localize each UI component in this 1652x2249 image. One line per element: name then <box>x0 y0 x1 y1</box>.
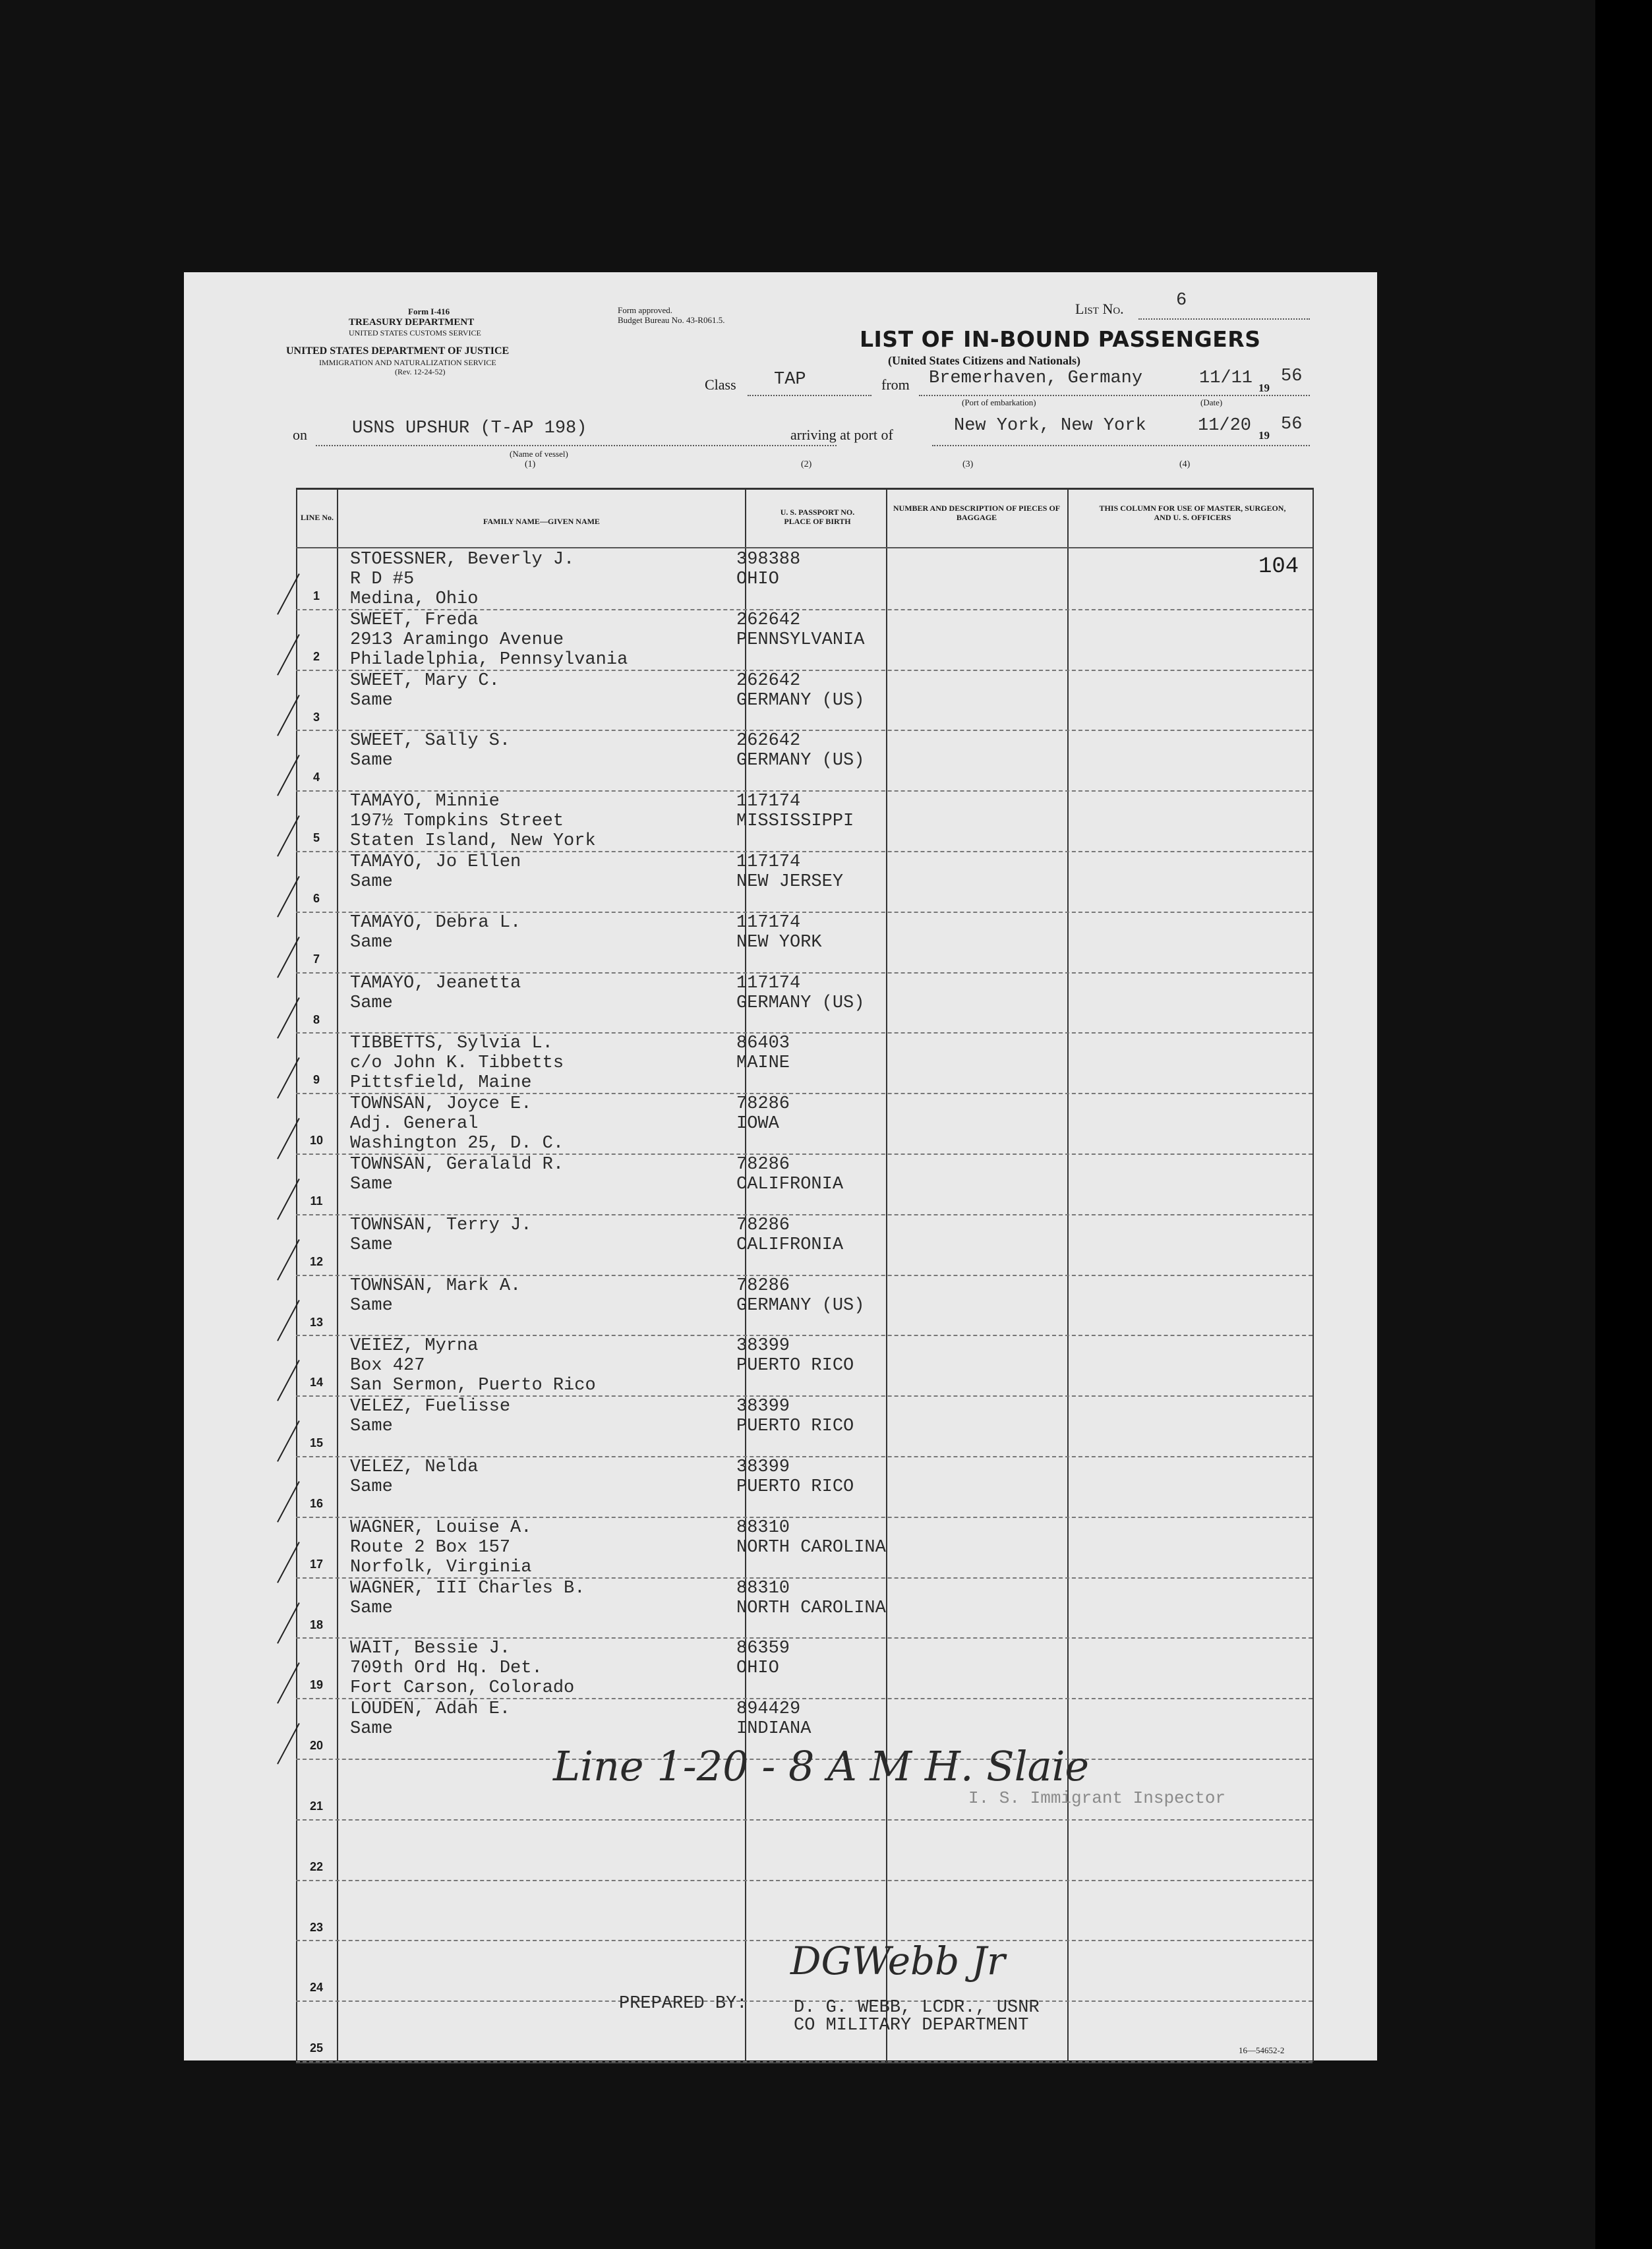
passport-number: 894429 <box>736 1699 801 1720</box>
handwritten-certification: Line 1-20 - 8 A M H. Slaie <box>553 1742 1090 1790</box>
passenger-name: TAMAYO, Debra L. <box>350 912 521 933</box>
table-row <box>296 1335 1313 1395</box>
passenger-address: Same <box>350 1295 393 1316</box>
place-of-birth: OHIO <box>736 570 779 589</box>
line-number: 5 <box>312 831 320 845</box>
passenger-address: Staten Island, New York <box>350 831 596 852</box>
passenger-address: Same <box>350 1719 393 1739</box>
passenger-address: Same <box>350 872 393 892</box>
signature: DGWebb Jr <box>790 1939 1005 1983</box>
line-number: 15 <box>309 1436 324 1450</box>
place-of-birth: CALIFRONIA <box>736 1175 844 1194</box>
ins-service: IMMIGRATION AND NATURALIZATION SERVICE <box>319 358 496 367</box>
table-row <box>296 851 1313 912</box>
list-no-value: 6 <box>1176 291 1187 310</box>
passport-number: 88310 <box>736 1517 790 1538</box>
line-number: 20 <box>309 1739 324 1753</box>
form-number: Form I-416 <box>408 307 450 316</box>
passenger-address: Fort Carson, Colorado <box>350 1678 575 1699</box>
passenger-address: Adj. General <box>350 1114 479 1134</box>
arrival-year: 56 <box>1281 415 1303 434</box>
table-row <box>296 609 1313 670</box>
line-number: 2 <box>312 649 320 663</box>
passenger-address: Same <box>350 1175 393 1194</box>
line-number: 6 <box>312 892 320 905</box>
prepared-name: D. G. WEBB, LCDR., USNR <box>794 1998 1040 2018</box>
table-row <box>296 1093 1313 1154</box>
table-row <box>296 1880 1313 1941</box>
line-number: 8 <box>312 1012 320 1026</box>
passenger-address: Pittsfield, Maine <box>350 1073 532 1094</box>
place-of-birth: PUERTO RICO <box>736 1477 854 1497</box>
vessel-line <box>316 445 837 446</box>
justice-dept: UNITED STATES DEPARTMENT OF JUSTICE <box>286 345 510 357</box>
place-of-birth: OHIO <box>736 1658 779 1679</box>
port-embark-caption: (Port of embarkation) <box>962 397 1036 407</box>
passenger-address: Same <box>350 993 393 1013</box>
line-number: 17 <box>309 1557 324 1571</box>
header-officers: THIS COLUMN FOR USE OF MASTER, SURGEON, AND U. S. OFFICERS <box>1099 504 1286 522</box>
header-name: FAMILY NAME—GIVEN NAME <box>483 517 600 526</box>
line-number: 25 <box>309 2041 324 2055</box>
passenger-name: VELEZ, Fuelisse <box>350 1397 511 1417</box>
line-number: 11 <box>310 1194 323 1208</box>
line-number: 23 <box>309 1920 324 1934</box>
class-label: Class <box>705 376 736 393</box>
line-number: 24 <box>309 1981 324 1995</box>
manifest-page <box>184 272 1377 2060</box>
passenger-address: Same <box>350 1235 393 1255</box>
embarkation-date: 11/11 <box>1199 368 1253 388</box>
line-number: 10 <box>309 1134 324 1148</box>
passenger-name: SWEET, Mary C. <box>350 670 500 691</box>
list-no-label: List No. <box>1075 301 1124 317</box>
arrival-date: 11/20 <box>1198 416 1252 436</box>
passenger-address: Same <box>350 1477 393 1497</box>
place-of-birth: NEW YORK <box>736 932 822 952</box>
passport-number: 78286 <box>736 1215 790 1235</box>
place-of-birth: INDIANA <box>736 1719 811 1739</box>
passenger-name: SWEET, Sally S. <box>350 731 511 751</box>
list-no-line <box>1138 318 1310 320</box>
date-caption: (Date) <box>1200 397 1223 407</box>
passport-number: 262642 <box>736 670 801 691</box>
passport-number: 78286 <box>736 1094 790 1115</box>
col-num-1: (1) <box>525 459 536 469</box>
passenger-name: LOUDEN, Adah E. <box>350 1699 511 1720</box>
table-row <box>296 912 1313 972</box>
from-label: from <box>881 376 910 393</box>
passenger-address: Washington 25, D. C. <box>350 1134 564 1154</box>
passenger-name: VELEZ, Nelda <box>350 1457 479 1477</box>
passport-number: 117174 <box>736 973 801 993</box>
year-prefix-2: 19 <box>1258 429 1270 442</box>
arrival-port: New York, New York <box>954 416 1146 436</box>
passport-number: 86403 <box>736 1034 790 1054</box>
table-top-border <box>296 488 1313 490</box>
place-of-birth: GERMANY (US) <box>736 690 865 711</box>
treasury-dept: TREASURY DEPARTMENT <box>349 317 475 328</box>
place-of-birth: IOWA <box>736 1114 779 1134</box>
form-approved: Form approved. <box>618 305 673 315</box>
passenger-address: 197½ Tompkins Street <box>350 811 564 832</box>
table-row <box>296 1275 1313 1335</box>
passenger-address: Same <box>350 751 393 771</box>
place-of-birth: GERMANY (US) <box>736 993 865 1013</box>
arrival-line <box>932 445 1310 446</box>
passport-number: 88310 <box>736 1578 790 1598</box>
passenger-name: TAMAYO, Jeanetta <box>350 973 521 993</box>
line-number: 14 <box>309 1376 324 1389</box>
passenger-address: Box 427 <box>350 1356 425 1376</box>
line-number: 13 <box>309 1315 324 1329</box>
table-row <box>296 1517 1313 1577</box>
passenger-name: TAMAYO, Minnie <box>350 792 500 812</box>
col-num-2: (2) <box>801 459 812 469</box>
budget-bureau: Budget Bureau No. 43-R061.5. <box>618 315 725 325</box>
embarkation-year: 56 <box>1281 366 1303 386</box>
passport-number: 117174 <box>736 912 801 933</box>
passenger-address: Route 2 Box 157 <box>350 1537 511 1558</box>
passport-number: 117174 <box>736 852 801 872</box>
on-label: on <box>293 426 307 443</box>
passport-number: 262642 <box>736 610 801 630</box>
row-divider <box>296 2061 1313 2062</box>
place-of-birth: MISSISSIPPI <box>736 811 854 832</box>
customs-service: UNITED STATES CUSTOMS SERVICE <box>349 328 481 337</box>
inspector-stamp: I. S. Immigrant Inspector <box>968 1788 1226 1808</box>
table-row <box>296 1819 1313 1880</box>
place-of-birth: NORTH CAROLINA <box>736 1598 886 1618</box>
line-number: 21 <box>309 1799 324 1813</box>
place-of-birth: CALIFRONIA <box>736 1235 844 1255</box>
col-num-4: (4) <box>1179 459 1191 469</box>
arriving-label: arriving at port of <box>790 426 893 443</box>
page-title: LIST OF IN-BOUND PASSENGERS <box>860 326 1261 352</box>
passenger-address: c/o John K. Tibbetts <box>350 1053 564 1074</box>
passenger-address: R D #5 <box>350 570 415 589</box>
passenger-table <box>296 488 1313 2062</box>
place-of-birth: PENNSYLVANIA <box>736 629 865 650</box>
header-passport: U. S. PASSPORT NO. PLACE OF BIRTH <box>780 508 855 526</box>
place-of-birth: NORTH CAROLINA <box>736 1537 886 1558</box>
print-code: 16—54652-2 <box>1239 2045 1285 2055</box>
header-line-no: LINE No. <box>300 513 334 522</box>
passport-number: 38399 <box>736 1336 790 1357</box>
table-row <box>296 1456 1313 1517</box>
table-row <box>296 1395 1313 1456</box>
header-baggage: NUMBER AND DESCRIPTION OF PIECES OF BAGGAGE <box>893 504 1061 522</box>
class-value: TAP <box>774 370 806 390</box>
place-of-birth: GERMANY (US) <box>736 751 865 771</box>
line-number: 7 <box>312 952 320 966</box>
passenger-address: San Sermon, Puerto Rico <box>350 1376 596 1396</box>
class-line <box>748 395 871 396</box>
line-number: 1 <box>312 589 320 602</box>
passenger-address: Same <box>350 932 393 952</box>
passenger-address: Same <box>350 1417 393 1437</box>
line-number: 9 <box>312 1073 320 1087</box>
passenger-name: WAGNER, Louise A. <box>350 1517 532 1538</box>
table-row <box>296 1637 1313 1698</box>
from-line <box>919 395 1310 396</box>
prepared-title: CO MILITARY DEPARTMENT <box>794 2016 1029 2035</box>
revision-date: (Rev. 12-24-52) <box>395 367 446 376</box>
passenger-name: TIBBETTS, Sylvia L. <box>350 1034 553 1054</box>
year-prefix-1: 19 <box>1258 382 1270 394</box>
passenger-name: WAIT, Bessie J. <box>350 1639 511 1659</box>
col-num-3: (3) <box>962 459 974 469</box>
place-of-birth: PUERTO RICO <box>736 1356 854 1376</box>
line-number: 19 <box>309 1678 324 1692</box>
passport-number: 398388 <box>736 550 801 570</box>
film-edge <box>1595 0 1652 2249</box>
line-number: 22 <box>309 1859 324 1873</box>
table-row <box>296 1154 1313 1214</box>
table-row <box>296 790 1313 851</box>
passenger-address: Same <box>350 1598 393 1618</box>
line-number: 12 <box>309 1254 324 1268</box>
passport-number: 262642 <box>736 731 801 751</box>
place-of-birth: NEW JERSEY <box>736 872 844 892</box>
table-row <box>296 972 1313 1033</box>
table-row <box>296 1032 1313 1093</box>
line-number: 16 <box>309 1497 324 1510</box>
place-of-birth: PUERTO RICO <box>736 1417 854 1437</box>
place-of-birth: GERMANY (US) <box>736 1295 865 1316</box>
line-number: 4 <box>312 771 320 784</box>
passenger-name: STOESSNER, Beverly J. <box>350 550 575 570</box>
table-row <box>296 670 1313 730</box>
passport-number: 117174 <box>736 792 801 812</box>
passenger-address: Philadelphia, Pennsylvania <box>350 649 628 670</box>
passport-number: 86359 <box>736 1639 790 1659</box>
passenger-name: TAMAYO, Jo Ellen <box>350 852 521 872</box>
passport-number: 78286 <box>736 1155 790 1175</box>
table-row <box>296 548 1313 609</box>
passenger-name: TOWNSAN, Joyce E. <box>350 1094 532 1115</box>
passenger-address: 2913 Aramingo Avenue <box>350 629 564 650</box>
passport-number: 78286 <box>736 1275 790 1296</box>
prepared-label: PREPARED BY: <box>619 1994 748 2014</box>
vessel-name: USNS UPSHUR (T-AP 198) <box>352 419 587 438</box>
table-row <box>296 1577 1313 1638</box>
passenger-name: TOWNSAN, Geralald R. <box>350 1155 564 1175</box>
table-row <box>296 1214 1313 1275</box>
passenger-count-note: 104 <box>1258 554 1299 579</box>
passenger-name: SWEET, Freda <box>350 610 479 630</box>
passenger-name: WAGNER, III Charles B. <box>350 1578 585 1598</box>
vessel-caption: (Name of vessel) <box>510 449 568 459</box>
page-subtitle: (United States Citizens and Nationals) <box>888 354 1081 367</box>
line-number: 3 <box>312 710 320 724</box>
passport-number: 38399 <box>736 1457 790 1477</box>
passenger-address: Medina, Ohio <box>350 589 479 609</box>
passenger-name: VEIEZ, Myrna <box>350 1336 479 1357</box>
passenger-address: Same <box>350 690 393 711</box>
line-number: 18 <box>309 1618 324 1631</box>
passenger-name: TOWNSAN, Mark A. <box>350 1275 521 1296</box>
place-of-birth: MAINE <box>736 1053 790 1074</box>
passenger-address: 709th Ord Hq. Det. <box>350 1658 543 1679</box>
col-border-5 <box>1313 488 1314 2062</box>
passport-number: 38399 <box>736 1397 790 1417</box>
passenger-address: Norfolk, Virginia <box>350 1557 532 1577</box>
passenger-name: TOWNSAN, Terry J. <box>350 1215 532 1235</box>
embarkation-port: Bremerhaven, Germany <box>929 368 1143 388</box>
table-row <box>296 730 1313 790</box>
